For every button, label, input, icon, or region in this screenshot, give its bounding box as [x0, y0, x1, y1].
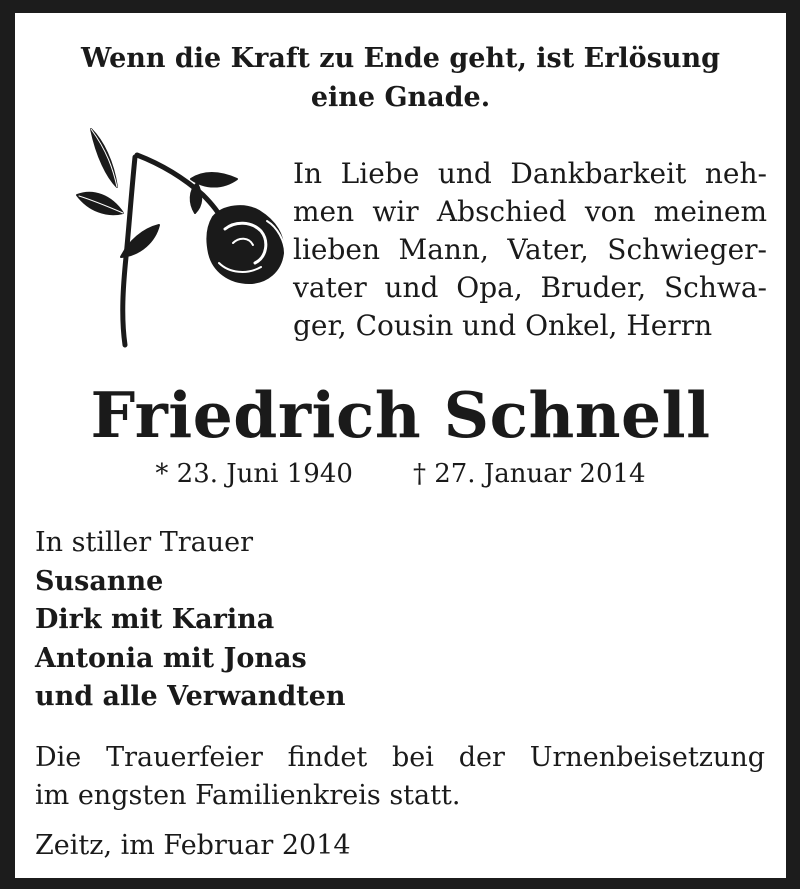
intro-text [293, 155, 767, 345]
intro-line: ger, Cousin und Onkel, Herrn [293, 309, 713, 342]
motto-line: eine Gnade. [310, 82, 491, 113]
mourner-name: Antonia mit Jonas [35, 642, 307, 674]
mourner-name: und alle Verwandten [35, 681, 346, 712]
intro-line: vater und Opa, Bruder, Schwa- [293, 271, 767, 304]
motto [15, 39, 786, 117]
service-info [35, 739, 765, 815]
motto-line: Wenn die Kraft zu Ende geht, ist Erlösung [80, 43, 721, 74]
mourners [35, 524, 346, 717]
death-date: † 27. Januar 2014 [412, 459, 646, 489]
intro-line: In Liebe und Dankbarkeit neh- [293, 157, 767, 190]
mourners-heading: In stiller Trauer [35, 527, 254, 558]
intro-line: lieben Mann, Vater, Schwieger- [293, 233, 767, 266]
mourner-name: Dirk mit Karina [35, 604, 275, 635]
birth-date: * 23. Juni 1940 [155, 459, 353, 489]
intro-line: men wir Abschied von meinem [293, 195, 767, 228]
rose-icon [63, 117, 293, 353]
deceased-name: Friedrich Schnell [90, 378, 711, 452]
service-line: im engsten Familienkreis statt. [35, 780, 461, 811]
life-dates [15, 456, 786, 492]
place-date: Zeitz, im Februar 2014 [35, 830, 351, 861]
service-line: Die Trauerfeier findet bei der Urnenbeisetzung [35, 742, 765, 773]
mourner-name: Susanne [35, 565, 164, 597]
